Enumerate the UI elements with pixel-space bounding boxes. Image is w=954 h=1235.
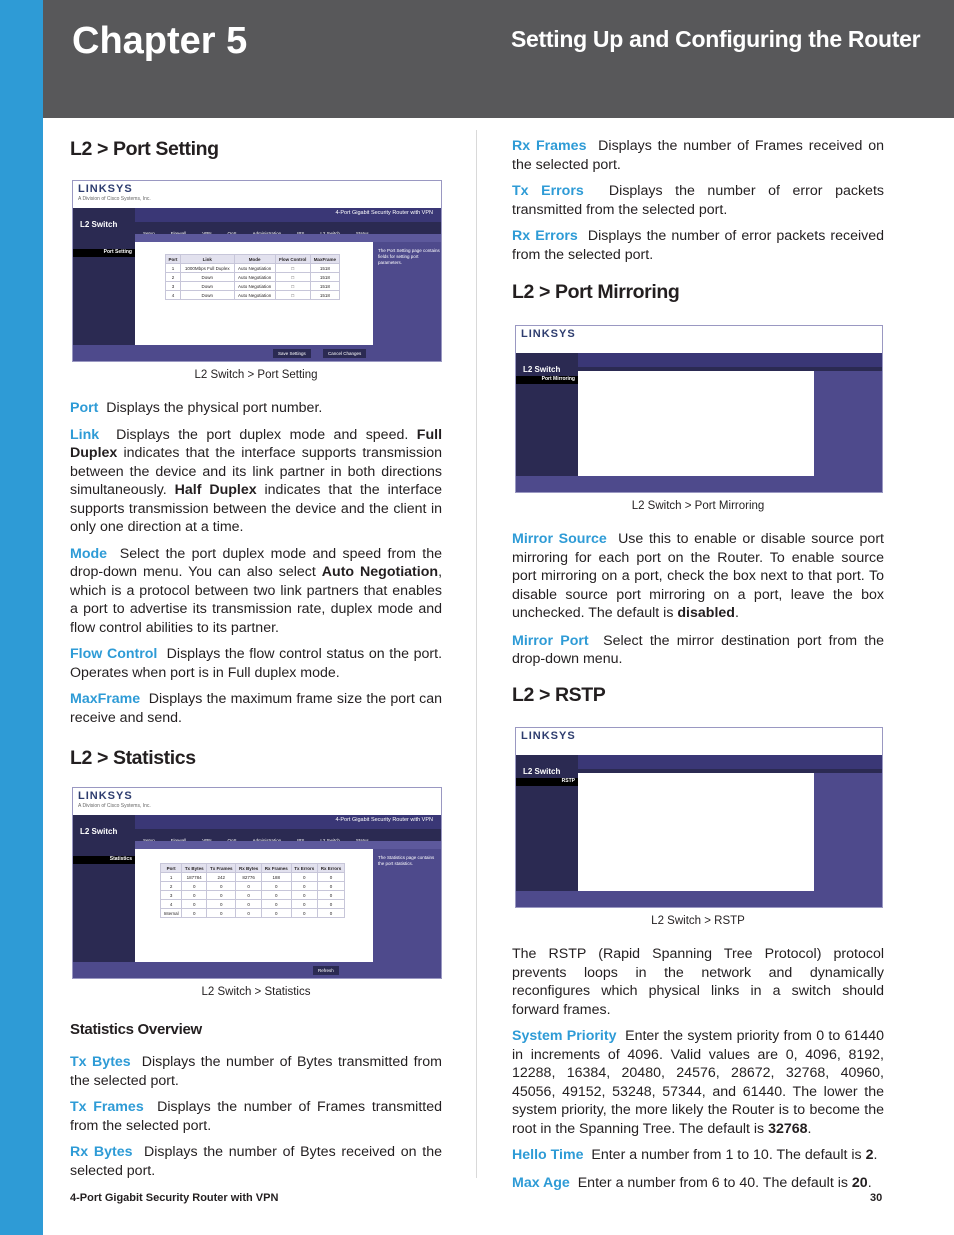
left-color-bar <box>0 0 43 1235</box>
port-setting-caption: L2 Switch > Port Setting <box>194 369 318 381</box>
th-mode: Mode <box>234 255 275 264</box>
tx-bytes-text: Displays the number of Bytes transmitted from the selected port. <box>70 1054 442 1089</box>
port-term: Port <box>70 400 99 416</box>
link-text: Displays the port duplex mode and speed. <box>116 426 409 443</box>
product-name: 4-Port Gigabit Security Router with VPN <box>335 210 433 216</box>
linksys-logo: LINKSYS <box>521 730 576 742</box>
table-row: 1 187784 242 82776 188 0 0 <box>161 873 345 882</box>
l2-switch-label: L2 Switch <box>523 767 561 776</box>
port-setting-screenshot <box>72 180 442 362</box>
link-term: Link <box>70 426 100 443</box>
flow-checkbox[interactable]: □ <box>275 264 310 273</box>
rx-bytes-term: Rx Bytes <box>70 1144 133 1160</box>
port-mirroring-content <box>578 371 818 476</box>
statistics-content <box>135 849 375 962</box>
mode-select[interactable]: Auto Negotiation <box>234 282 275 291</box>
mode-select[interactable]: Auto Negotiation <box>234 291 275 300</box>
l2-switch-label: L2 Switch <box>523 365 561 374</box>
port-setting-help: The Port Setting page contains fields for setting port parameters. <box>378 248 440 265</box>
mirror-source-term: Mirror Source <box>512 531 607 547</box>
tx-frames-term: Tx Frames <box>70 1099 144 1115</box>
link-text-3: indicates that the interface supports transmission between the device and the client in only one direction at a time. <box>70 482 442 535</box>
table-row: 2 Down Auto Negotiation □ 1518 <box>166 273 340 282</box>
statistics-overview-heading: Statistics Overview <box>70 1021 202 1038</box>
mode-text: Select the port duplex mode and speed from the drop-down menu. You can also select <box>70 545 442 580</box>
maxframe-input[interactable]: 1518 <box>310 273 339 282</box>
linksys-logo: LINKSYS <box>521 328 576 340</box>
table-row: 1 1000Mbps Full Duplex Auto Negotiation □ 1518 <box>166 264 340 273</box>
flow-checkbox[interactable]: □ <box>275 273 310 282</box>
mode-select[interactable]: Auto Negotiation <box>234 264 275 273</box>
statistics-table: Port Tx Bytes Tx Frames Rx Bytes Rx Frames Tx Errors Rx Errors 1 187784 242 82776 188 0 0 2 0 0 0 0 0 0 3 0 0 0 0 0 0 4 0 0 0 0 0 0 Internal 0 0 0 0 0 0 <box>160 863 345 918</box>
port-setting-heading: L2 > Port Setting <box>70 138 219 160</box>
cancel-changes-button[interactable]: Cancel Changes <box>323 349 366 358</box>
logo-subtitle: A Division of Cisco Systems, Inc. <box>78 803 151 809</box>
main-nav <box>135 829 441 841</box>
mirror-source-text: Use this to enable or disable source port mirroring for each port on the Router. To enable source port mirroring on a port, check the box next to that port. To disable source port mirroring on a port, leave the box unchecked. The default is <box>512 531 884 621</box>
rstp-content <box>578 773 818 891</box>
port-mirroring-screenshot <box>515 325 883 493</box>
maxframe-input[interactable]: 1518 <box>310 291 339 300</box>
section-title: Setting Up and Configuring the Router <box>511 26 921 52</box>
hello-time-term: Hello Time <box>512 1147 584 1163</box>
port-text: Displays the physical port number. <box>106 400 323 416</box>
port-setting-content <box>135 242 375 345</box>
statistics-help: The Statistics page contains the port statistics. <box>378 855 435 866</box>
port-setting-table <box>165 254 340 300</box>
flow-control-term: Flow Control <box>70 646 158 662</box>
footer-product: 4-Port Gigabit Security Router with VPN <box>70 1192 279 1204</box>
rx-errors-term: Rx Errors <box>512 228 578 244</box>
mirror-port-term: Mirror Port <box>512 632 589 649</box>
maxframe-input[interactable]: 1518 <box>310 282 339 291</box>
rstp-heading: L2 > RSTP <box>512 684 606 706</box>
rstp-caption: L2 Switch > RSTP <box>651 915 745 927</box>
side-port-setting: Port Setting <box>103 249 132 255</box>
table-row: 4 Down Auto Negotiation □ 1518 <box>166 291 340 300</box>
flow-checkbox[interactable]: □ <box>275 291 310 300</box>
rstp-screenshot <box>515 727 883 908</box>
rx-errors-text: Displays the number of error packets received from the selected port. <box>512 228 884 263</box>
port-mirroring-caption: L2 Switch > Port Mirroring <box>631 500 765 512</box>
side-port-mirroring: Port Mirroring <box>541 376 575 382</box>
tx-errors-text: Displays the number of error packets transmitted from the selected port. <box>512 183 884 218</box>
system-priority-text: Enter the system priority from 0 to 61440 in increments of 4096. Valid values are 0, 4096, 8192, 12288, 16384, 20480, 24576, 28672, 32768, 40960, 45056, 49152, 53248, 57344, and 61440. The lower the system priority, the more likely the Router is to become the root in the Spanning Tree. The default is <box>512 1028 884 1137</box>
rx-frames-term: Rx Frames <box>512 138 587 154</box>
refresh-button[interactable]: Refresh <box>313 966 339 975</box>
max-age-default: 20 <box>851 1174 868 1191</box>
statistics-heading: L2 > Statistics <box>70 747 196 769</box>
main-nav <box>135 222 441 234</box>
l2-switch-label: L2 Switch <box>80 827 118 836</box>
side-rstp: RSTP <box>561 778 575 784</box>
system-priority-term: System Priority <box>512 1028 617 1044</box>
maxframe-term: MaxFrame <box>70 691 141 707</box>
side-statistics: Statistics <box>109 856 132 862</box>
hello-time-text: Enter a number from 1 to 10. The default is <box>591 1147 862 1163</box>
mirror-source-default: disabled <box>677 605 735 621</box>
link-text-2: indicates that the interface supports transmission between the device and its link partner in both directions simultaneously. <box>70 445 442 498</box>
tx-errors-term: Tx Errors <box>512 183 584 199</box>
rx-frames-text: Displays the number of Frames received on the selected port. <box>512 138 885 173</box>
half-duplex: Half Duplex <box>174 482 257 498</box>
mode-text-2: , which is a protocol between two link partners that enables a port to advertise its transmission rate, duplex mode and flow control abilities to its partner. <box>70 564 443 636</box>
flow-control-text: Displays the flow control status on the port. Operates when port is in Full duplex mode. <box>70 646 443 681</box>
table-row: 2 0 0 0 0 0 0 <box>161 882 345 891</box>
max-age-term: Max Age <box>512 1174 570 1191</box>
l2-switch-label: L2 Switch <box>80 220 118 229</box>
page-number: 30 <box>870 1192 883 1204</box>
table-row: 3 Down Auto Negotiation □ 1518 <box>166 282 340 291</box>
maxframe-text: Displays the maximum frame size the port can receive and send. <box>70 691 442 726</box>
hello-time-default: 2 <box>865 1147 874 1163</box>
maxframe-input[interactable]: 1518 <box>310 264 339 273</box>
full-duplex: Full Duplex <box>70 426 443 461</box>
linksys-logo: LINKSYS <box>78 790 133 802</box>
chapter-title: Chapter 5 <box>72 20 248 62</box>
statistics-screenshot <box>72 787 442 979</box>
mirror-port-text: Select the mirror destination port from the drop-down menu. <box>512 632 885 667</box>
rx-bytes-text: Displays the number of Bytes received on the selected port. <box>70 1144 442 1179</box>
table-row: 4 0 0 0 0 0 0 <box>161 900 345 909</box>
port-mirroring-heading: L2 > Port Mirroring <box>512 281 680 303</box>
logo-subtitle: A Division of Cisco Systems, Inc. <box>78 196 151 202</box>
mode-select[interactable]: Auto Negotiation <box>234 273 275 282</box>
table-row: 3 0 0 0 0 0 0 <box>161 891 345 900</box>
th-maxframe: MaxFrame <box>310 255 339 264</box>
product-name: 4-Port Gigabit Security Router with VPN <box>335 817 433 823</box>
tx-bytes-term: Tx Bytes <box>70 1054 131 1070</box>
save-settings-button[interactable]: Save Settings <box>273 349 311 358</box>
max-age-text: Enter a number from 6 to 40. The default is <box>577 1174 848 1191</box>
statistics-caption: L2 Switch > Statistics <box>201 986 311 998</box>
system-priority-default: 32768 <box>768 1120 808 1137</box>
mode-term: Mode <box>70 545 108 562</box>
column-divider <box>476 130 477 1178</box>
auto-negotiation: Auto Negotiation <box>321 564 439 580</box>
th-link: Link <box>181 255 235 264</box>
tx-frames-text: Displays the number of Frames transmitted from the selected port. <box>70 1099 442 1134</box>
th-port: Port <box>166 255 181 264</box>
th-flow-control: Flow Control <box>275 255 310 264</box>
flow-checkbox[interactable]: □ <box>275 282 310 291</box>
table-row: Internal 0 0 0 0 0 0 <box>161 909 345 918</box>
rstp-intro: The RSTP (Rapid Spanning Tree Protocol) protocol prevents loops in the network and dynamically reconfigures which physical links in a switch should forward frames. <box>512 946 884 1018</box>
linksys-logo: LINKSYS <box>78 183 133 195</box>
